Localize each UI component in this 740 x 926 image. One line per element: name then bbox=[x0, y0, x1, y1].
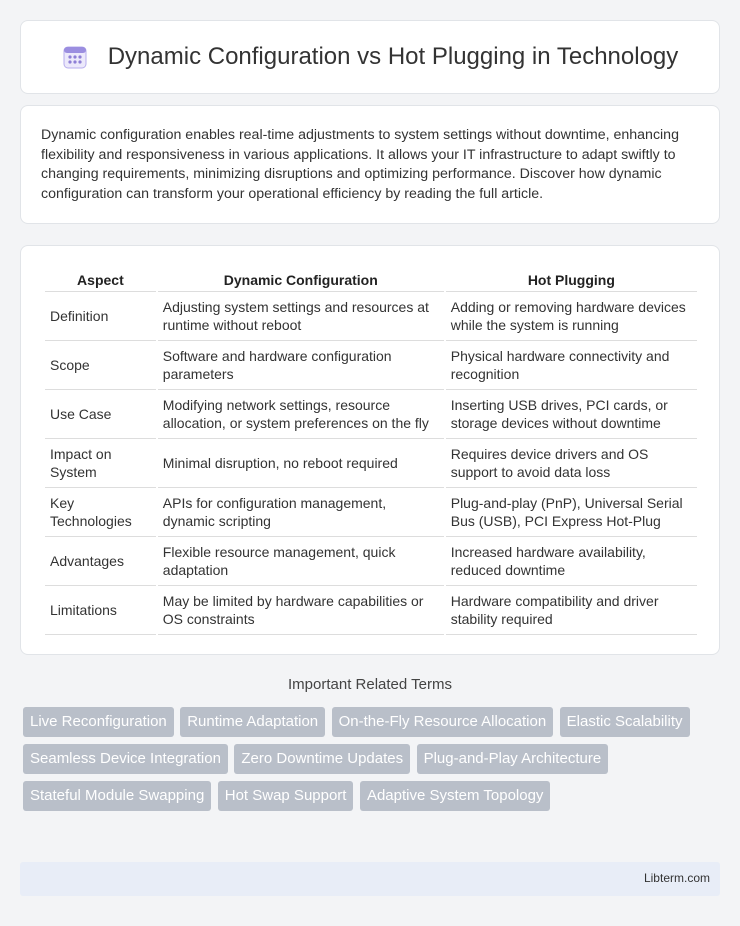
related-terms-tags bbox=[23, 707, 703, 818]
tag-live-reconfiguration[interactable]: Live Reconfiguration bbox=[23, 707, 174, 737]
footer bbox=[20, 862, 720, 896]
tag-adaptive-system-topology[interactable]: Adaptive System Topology bbox=[360, 781, 551, 811]
comparison-table-card bbox=[20, 245, 720, 655]
footer-site-link[interactable]: Libterm.com bbox=[643, 871, 710, 885]
cell-aspect: Scope bbox=[45, 341, 156, 390]
table-row bbox=[45, 439, 697, 488]
intro-card bbox=[20, 105, 720, 224]
table-row bbox=[45, 292, 697, 341]
cell-aspect: Advantages bbox=[45, 537, 156, 586]
tag-elastic-scalability[interactable]: Elastic Scalability bbox=[560, 707, 690, 737]
cell-hot: Plug-and-play (PnP), Universal Serial Bus (USB), PCI Express Hot-Plug bbox=[446, 488, 697, 537]
cell-hot: Inserting USB drives, PCI cards, or storage devices without downtime bbox=[446, 390, 697, 439]
grid-calendar-icon bbox=[62, 44, 88, 70]
header-hot-plugging: Hot Plugging bbox=[446, 266, 697, 292]
cell-aspect: Use Case bbox=[45, 390, 156, 439]
table-row bbox=[45, 537, 697, 586]
cell-dynamic: May be limited by hardware capabilities or OS constraints bbox=[158, 586, 444, 635]
cell-dynamic: APIs for configuration management, dynamic scripting bbox=[158, 488, 444, 537]
cell-dynamic: Software and hardware configuration parameters bbox=[158, 341, 444, 390]
cell-hot: Physical hardware connectivity and recognition bbox=[446, 341, 697, 390]
header-aspect: Aspect bbox=[45, 266, 156, 292]
cell-hot: Increased hardware availability, reduced downtime bbox=[446, 537, 697, 586]
table-row bbox=[45, 586, 697, 635]
tag-hot-swap-support[interactable]: Hot Swap Support bbox=[218, 781, 354, 811]
cell-aspect: Key Technologies bbox=[45, 488, 156, 537]
tag-stateful-module-swapping[interactable]: Stateful Module Swapping bbox=[23, 781, 211, 811]
table-header-row bbox=[45, 266, 697, 292]
tag-plug-and-play-architecture[interactable]: Plug-and-Play Architecture bbox=[417, 744, 609, 774]
comparison-table bbox=[43, 266, 699, 635]
page-title: Dynamic Configuration vs Hot Plugging in Technology bbox=[107, 43, 679, 70]
cell-dynamic: Flexible resource management, quick adaptation bbox=[158, 537, 444, 586]
related-terms-title: Important Related Terms bbox=[288, 676, 452, 693]
cell-dynamic: Minimal disruption, no reboot required bbox=[158, 439, 444, 488]
cell-aspect: Limitations bbox=[45, 586, 156, 635]
header-dynamic-configuration: Dynamic Configuration bbox=[158, 266, 444, 292]
table-row bbox=[45, 390, 697, 439]
cell-hot: Requires device drivers and OS support to avoid data loss bbox=[446, 439, 697, 488]
tag-seamless-device-integration[interactable]: Seamless Device Integration bbox=[23, 744, 228, 774]
cell-aspect: Definition bbox=[45, 292, 156, 341]
tag-on-the-fly-resource-allocation[interactable]: On-the-Fly Resource Allocation bbox=[332, 707, 554, 737]
table-row bbox=[45, 341, 697, 390]
cell-hot: Hardware compatibility and driver stability required bbox=[446, 586, 697, 635]
intro-text: Dynamic configuration enables real-time adjustments to system settings without downtime, enhancing flexibility and responsiveness in various applications. It allows your IT infrastructure to adapt swiftly to changing requirements, minimizing disruptions and optimizing performance. Discover how dynamic configuration can transform your operational efficiency by reading the full article. bbox=[41, 127, 679, 202]
table-row bbox=[45, 488, 697, 537]
header-card bbox=[20, 20, 720, 94]
cell-hot: Adding or removing hardware devices while the system is running bbox=[446, 292, 697, 341]
cell-aspect: Impact on System bbox=[45, 439, 156, 488]
cell-dynamic: Modifying network settings, resource allocation, or system preferences on the fly bbox=[158, 390, 444, 439]
tag-runtime-adaptation[interactable]: Runtime Adaptation bbox=[180, 707, 325, 737]
cell-dynamic: Adjusting system settings and resources at runtime without reboot bbox=[158, 292, 444, 341]
tag-zero-downtime-updates[interactable]: Zero Downtime Updates bbox=[234, 744, 410, 774]
